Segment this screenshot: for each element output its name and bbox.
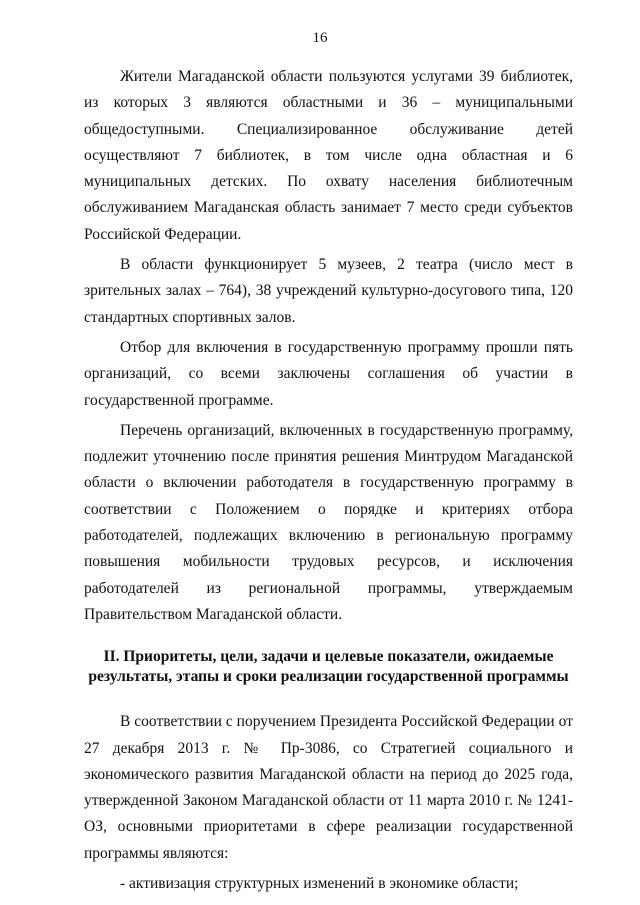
page-number: 16 (312, 30, 328, 46)
paragraph-priorities: В соответствии с поручением Президента Российской Федерации от 27 декабря 2013 г. № Пр-3086, со Стратегией социального и экономического развития Магаданской области на период до 2025 года, утвержденной Законом Магаданской области от 11 марта 2010 г. № 1241-ОЗ, основными приоритетами в сфере реализации государственной программы являются: (84, 713, 573, 862)
list-item: - активизация структурных изменений в экономике области; (120, 875, 519, 893)
paragraph-selection: Отбор для включения в государственную программу прошли пять организаций, со всеми заключены соглашения об участии в государственной программе. (84, 338, 573, 409)
paragraph-museums: В области функционирует 5 музеев, 2 театра (число мест в зрительных залах – 764), 38 учреждений культурно-досугового типа, 120 стандартных спортивных залов. (84, 256, 573, 326)
section-heading: II. Приоритеты, цели, задачи и целевые показатели, ожидаемые результаты, этапы и сроки реализации государственной программы (88, 648, 569, 686)
document-body (84, 64, 573, 901)
paragraph-libraries: Жители Магаданской области пользуются услугами 39 библиотек, из которых 3 являются областными и 36 – муниципальными общедоступными. Специализированное обслуживание детей осуществляют 7 библиотек, в том числе одна областная и 6 муниципальных детских. По охвату населения библиотечным обслуживанием Магаданская область занимает 7 место среди субъектов Российской Федерации. (84, 68, 573, 243)
paragraph-organizations-list: Перечень организаций, включенных в государственную программу, подлежит уточнению после принятия решения Минтрудом Магаданской области о включении работодателя в государственную программу в соответствии с Положением о порядке и критериях отбора работодателей, подлежащих включению в региональную программу повышения мобильности трудовых ресурсов, и исключения работодателей из региональной программы, утверждаемым Правительством Магаданской области. (84, 421, 573, 623)
